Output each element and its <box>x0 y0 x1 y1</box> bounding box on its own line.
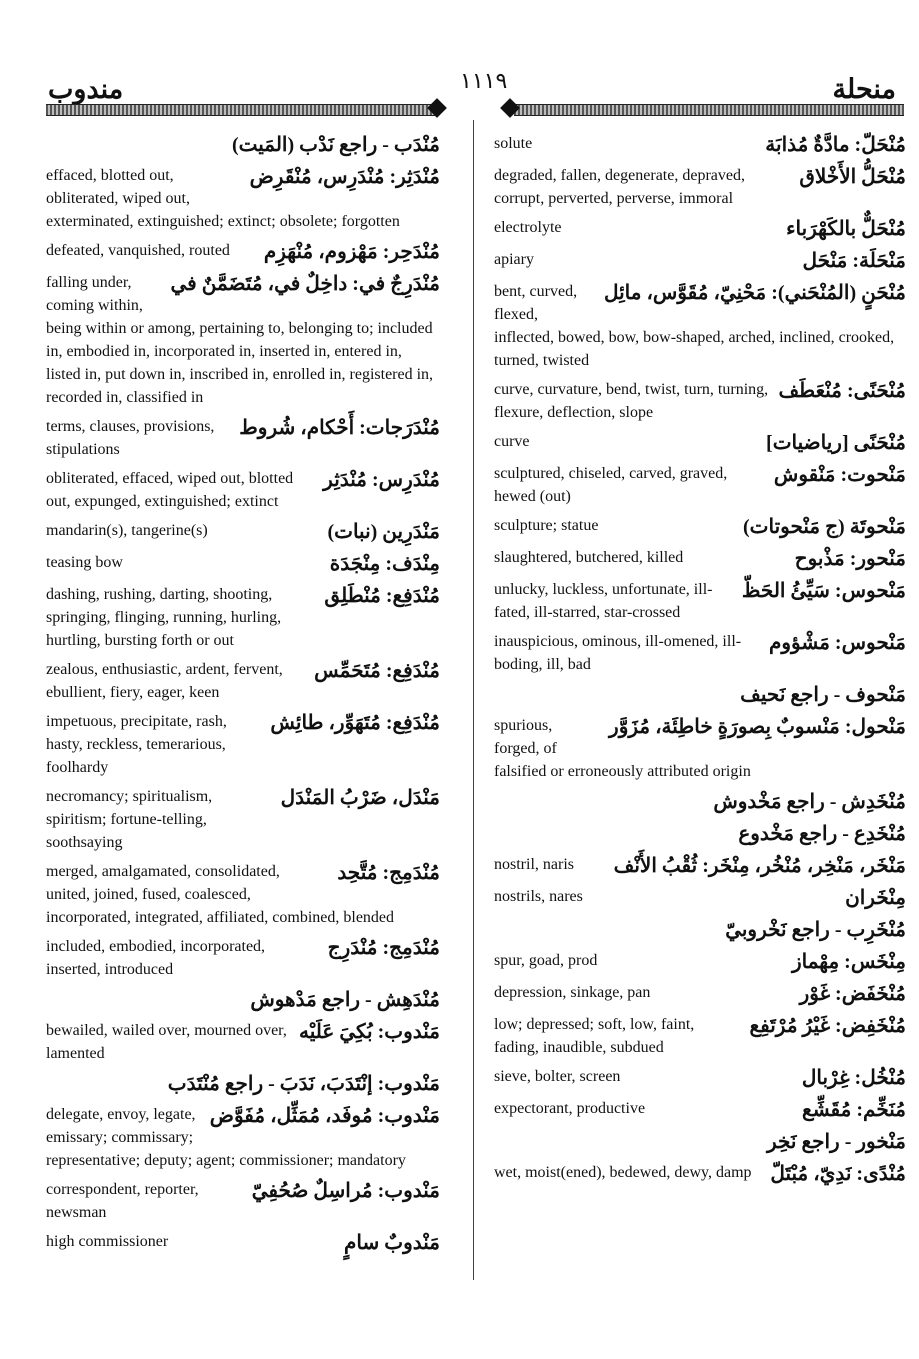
english-definition: impetuous, precipitate, rash, hasty, reckless, temerarious, foolhardy <box>46 713 227 776</box>
english-definition: degraded, fallen, degenerate, depraved, corrupt, perverted, perverse, immoral <box>494 167 745 207</box>
arabic-headword: مُنْدًى: نَدِيّ، مُبْتَلّ <box>770 1163 906 1185</box>
english-definition: spurious, forged, of falsified or erroneously attributed origin <box>494 717 751 780</box>
arabic-headword: مُنْدَفِع: مُتَحَمِّس <box>314 660 440 682</box>
english-definition: obliterated, effaced, wiped out, blotted out, expunged, extinguished; extinct <box>46 470 294 510</box>
dictionary-entry <box>494 1013 906 1059</box>
dictionary-entry <box>494 546 906 572</box>
arabic-headword: مَنْخور - راجع نَخِر <box>766 1131 906 1153</box>
dictionary-entry <box>46 467 440 513</box>
dictionary-entry <box>494 280 906 372</box>
arabic-headword: مَنْدوب: إنْتَدَبَ، نَدَبَ - راجع مُنْتَدَب <box>167 1073 440 1095</box>
english-definition: unlucky, luckless, unfortunate, ill-fated, ill-starred, star-crossed <box>494 581 713 621</box>
arabic-headword: مَنْحور: مَذْبوح <box>794 548 906 570</box>
dictionary-entry <box>494 714 906 783</box>
dictionary-entry <box>494 514 906 540</box>
dictionary-entry <box>46 519 440 545</box>
arabic-headword: مُنْدَرِجٌ في: داخِلٌ في، مُتَضَمَّنٌ في <box>170 273 440 295</box>
dictionary-entry <box>46 164 440 233</box>
english-definition: teasing bow <box>46 554 123 571</box>
arabic-headword: مَنْحوس: مَشْؤوم <box>769 632 906 654</box>
english-definition: nostrils, nares <box>494 888 583 905</box>
dictionary-entry <box>46 935 440 981</box>
dictionary-entry <box>494 216 906 242</box>
arabic-headword: مَنْدَل، ضَرْبُ المَنْدَل <box>280 787 440 809</box>
dictionary-entry <box>46 1019 440 1065</box>
arabic-headword: مُنْدَهِش - راجع مَدْهوش <box>250 989 440 1011</box>
header-guide-word-left: مندوب <box>48 74 124 104</box>
arabic-headword: مَنْحول: مَنْسوبٌ بِصورَةٍ خاطِئَة، مُزَوَّر <box>609 716 906 738</box>
dictionary-entry <box>46 987 440 1013</box>
dictionary-entry <box>494 578 906 624</box>
dictionary-entry <box>494 378 906 424</box>
dictionary-entry <box>494 949 906 975</box>
arabic-headword: مُنْدَرِس: مُنْدَثِر <box>323 469 440 491</box>
dictionary-entry <box>46 860 440 929</box>
arabic-headword: مُنْحَنًى [رياضيات] <box>766 432 906 454</box>
english-definition: electrolyte <box>494 219 562 236</box>
dictionary-entry <box>46 710 440 779</box>
dictionary-entry <box>46 1103 440 1172</box>
english-definition: curve, curvature, bend, twist, turn, turning, flexure, deflection, slope <box>494 381 769 421</box>
dictionary-entry <box>494 885 906 911</box>
english-definition: terms, clauses, provisions, stipulations <box>46 418 215 458</box>
arabic-headword: مُنْخَدِش - راجع مَخْدوش <box>713 791 906 813</box>
arabic-headword: مَنْخَر، مَنْخِر، مُنْخُر، مِنْخَر: ثُقْبُ الأَنْف <box>613 855 906 877</box>
dictionary-entry <box>494 164 906 210</box>
arabic-headword: مُنْدَفِع: مُنْطَلِق <box>324 585 440 607</box>
arabic-headword: مُنْدَفِع: مُتَهَوِّر، طائِش <box>270 712 440 734</box>
arabic-headword: مُنَخِّم: مُقَشِّع <box>802 1099 906 1121</box>
arabic-headword: مُنْخَدِع - راجع مَخْدوع <box>738 823 906 845</box>
dictionary-entry <box>494 682 906 708</box>
dictionary-entry <box>494 981 906 1007</box>
english-definition: low; depressed; soft, low, faint, fading, inaudible, subdued <box>494 1016 695 1056</box>
arabic-headword: مُنْدَرَجات: أَحْكام، شُروط <box>239 417 440 439</box>
left-column <box>46 132 440 1262</box>
dictionary-entry <box>494 917 906 943</box>
english-definition: spur, goad, prod <box>494 952 598 969</box>
dictionary-entry <box>46 658 440 704</box>
english-definition: dashing, rushing, darting, shooting, springing, flinging, running, hurling, hurtling, bursting forth or out <box>46 586 282 649</box>
english-definition: merged, amalgamated, consolidated, united, joined, fused, coalesced, incorporated, integrated, affiliated, combined, blended <box>46 863 395 926</box>
dictionary-entry <box>46 1230 440 1256</box>
arabic-headword: مُنْدَثِر: مُنْدَرِس، مُنْقَرِض <box>249 166 440 188</box>
english-definition: wet, moist(ened), bedewed, dewy, damp <box>494 1164 752 1181</box>
dictionary-entry <box>46 551 440 577</box>
english-definition: effaced, blotted out, obliterated, wiped out, exterminated, extinguished; extinct; obsolete; forgotten <box>46 167 400 230</box>
english-definition: bent, curved, flexed, inflected, bowed, bow, bow-shaped, arched, inclined, crooked, turned, twisted <box>494 283 895 369</box>
arabic-headword: مَنْدوب: مُراسِلٌ صُحُفِيّ <box>251 1180 440 1202</box>
english-definition: included, embodied, incorporated, inserted, introduced <box>46 938 266 978</box>
arabic-headword: مِنْدَف: مِنْجَدَة <box>329 553 440 575</box>
english-definition: solute <box>494 135 533 152</box>
arabic-headword: مُنْدَمِج: مُنْدَرِج <box>327 937 440 959</box>
dictionary-entry <box>494 132 906 158</box>
arabic-headword: مُنْدَب - راجع نَدْب (المَيت) <box>231 134 440 156</box>
arabic-headword: مِنْخَران <box>845 887 906 909</box>
arabic-headword: مَنْدوب: بُكِيَ عَلَيْه <box>299 1021 440 1043</box>
english-definition: sculptured, chiseled, carved, graved, hewed (out) <box>494 465 728 505</box>
arabic-headword: مَنْحوس: سَيِّئُ الحَظّ <box>741 580 906 602</box>
english-definition: delegate, envoy, legate, emissary; commissary; representative; deputy; agent; commissioner; mandatory <box>46 1106 406 1169</box>
dictionary-entry <box>46 785 440 854</box>
right-column <box>494 132 906 1193</box>
arabic-headword: مُنْدَمِج: مُتَّحِد <box>337 862 440 884</box>
dictionary-entry <box>494 821 906 847</box>
arabic-headword: مَنْحوتَة (ج مَنْحوتات) <box>743 516 906 538</box>
dictionary-entry <box>494 1129 906 1155</box>
arabic-headword: مُنْحَلّ: مادَّةٌ مُذابَة <box>765 134 906 156</box>
arabic-headword: مُنْخُل: غِرْبال <box>801 1067 906 1089</box>
arabic-headword: مَنْدوب: مُوفَد، مُمَثِّل، مُفَوَّض <box>209 1105 440 1127</box>
dictionary-entry <box>46 583 440 652</box>
dictionary-entry <box>46 132 440 158</box>
dictionary-entry <box>494 462 906 508</box>
english-definition: depression, sinkage, pan <box>494 984 651 1001</box>
arabic-headword: مُنْحَنًى: مُنْعَطَف <box>778 380 906 402</box>
arabic-headword: مُنْحَلُّ الأَخْلاق <box>799 166 906 188</box>
arabic-headword: مَنْحوف - راجع نَحيف <box>740 684 906 706</box>
english-definition: expectorant, productive <box>494 1100 646 1117</box>
english-definition: slaughtered, butchered, killed <box>494 549 684 566</box>
column-divider <box>473 120 474 1280</box>
dictionary-entry <box>46 271 440 409</box>
english-definition: correspondent, reporter, newsman <box>46 1181 199 1221</box>
arabic-headword: مُنْحَنٍ (المُنْحَني): مَحْنِيّ، مُقَوَّس، مائِل <box>603 282 906 304</box>
english-definition: necromancy; spiritualism, spiritism; fortune-telling, soothsaying <box>46 788 213 851</box>
english-definition: inauspicious, ominous, ill-omened, ill-boding, ill, bad <box>494 633 742 673</box>
english-definition: high commissioner <box>46 1233 169 1250</box>
dictionary-entry <box>46 1071 440 1097</box>
dictionary-entry <box>46 415 440 461</box>
arabic-headword: مَنْدَرِين (نبات) <box>327 521 440 543</box>
dictionary-entry <box>46 239 440 265</box>
arabic-headword: مِنْخَس: مِهْماز <box>791 951 906 973</box>
english-definition: zealous, enthusiastic, ardent, fervent, ebullient, fiery, eager, keen <box>46 661 283 701</box>
english-definition: sieve, bolter, screen <box>494 1068 621 1085</box>
dictionary-entry <box>494 853 906 879</box>
dictionary-entry <box>494 1161 906 1187</box>
english-definition: defeated, vanquished, routed <box>46 242 230 259</box>
dictionary-entry <box>494 1097 906 1123</box>
dictionary-entry <box>494 430 906 456</box>
english-definition: sculpture; statue <box>494 517 599 534</box>
arabic-headword: مَنْدوبٌ سامٍ <box>344 1232 440 1254</box>
arabic-headword: مُنْخَفِض: غَيْرُ مُرْتَفِع <box>749 1015 906 1037</box>
english-definition: bewailed, wailed over, mourned over, lamented <box>46 1022 287 1062</box>
page-header <box>40 66 900 106</box>
arabic-headword: مُنْحَلٌّ بالكَهْرَباء <box>786 218 906 240</box>
page-number: ١١١٩ <box>460 68 508 93</box>
arabic-headword: مُنْخَفَض: غَوْر <box>799 983 906 1005</box>
header-rule-right <box>514 104 904 116</box>
english-definition: curve <box>494 433 530 450</box>
arabic-headword: مُنْدَحِر: مَهْزوم، مُنْهَزِم <box>263 241 440 263</box>
arabic-headword: مَنْحَلَة: مَنْحَل <box>802 250 906 272</box>
dictionary-entry <box>494 630 906 676</box>
english-definition: falling under, coming within, being within or among, pertaining to, belonging to; included in, embodied in, incorporated in, inserted in, entered in, listed in, put down in, inscribed in, enrolled in, registered in, recorded in, classified in <box>46 274 434 406</box>
header-guide-word-right: منحلة <box>832 74 896 104</box>
english-definition: mandarin(s), tangerine(s) <box>46 522 208 539</box>
dictionary-entry <box>494 1065 906 1091</box>
arabic-headword: مُنْخَرِب - راجع نَخْروبيّ <box>725 919 906 941</box>
english-definition: apiary <box>494 251 534 268</box>
dictionary-entry <box>494 789 906 815</box>
english-definition: nostril, naris <box>494 856 574 873</box>
arabic-headword: مَنْحوت: مَنْقوش <box>773 464 906 486</box>
dictionary-entry <box>46 1178 440 1224</box>
header-rule-left <box>46 104 436 116</box>
dictionary-entry <box>494 248 906 274</box>
